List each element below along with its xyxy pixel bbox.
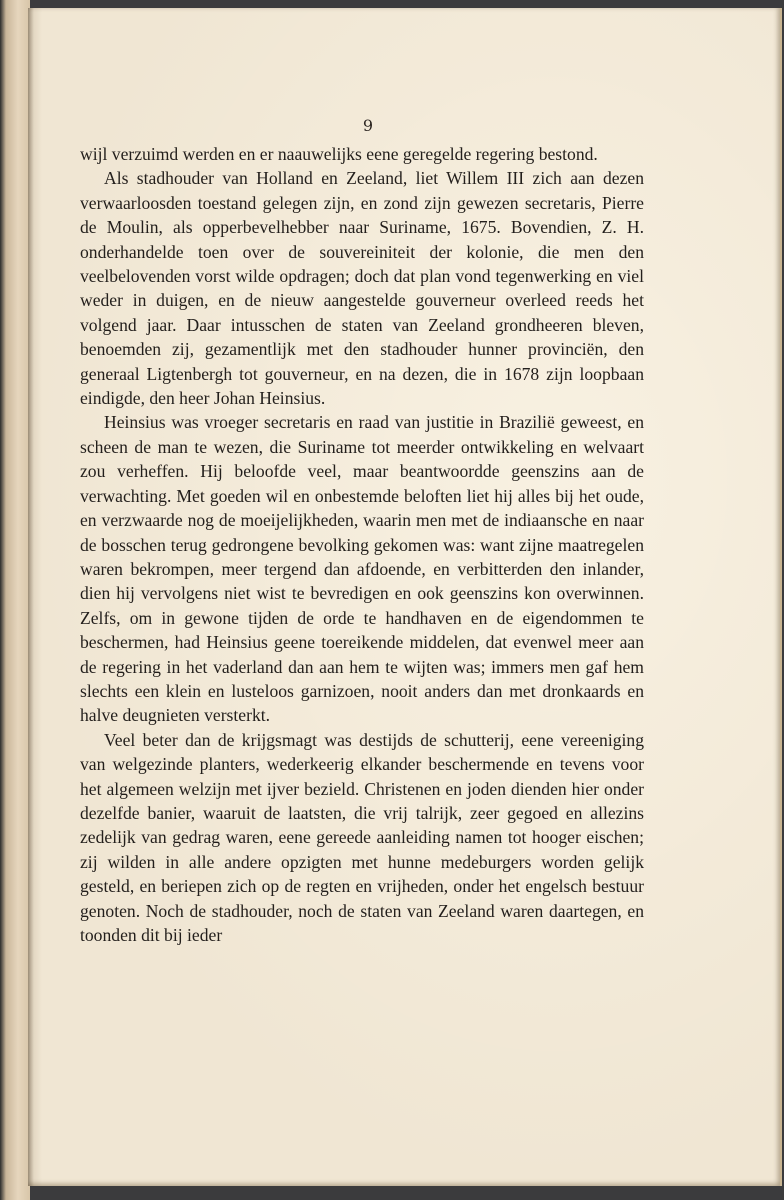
previous-page-edge xyxy=(0,0,30,1200)
paragraph: Als stadhouder van Holland en Zeeland, liet Willem III zich aan dezen verwaarloosden toestand gelegen zijn, en zond zijn gewezen secretaris, Pierre de Moulin, als opperbevelhebber naar Suriname, 1675. Bovendien, Z. H. onderhandelde toen over de souvereiniteit der kolonie, die men den veelbelovenden vorst wilde opdragen; doch dat plan vond tegenwerking en viel weder in duigen, en de nieuw aangestelde gouverneur overleed reeds het volgend jaar. Daar intusschen de staten van Zeeland grondheeren bleven, benoemden zij, gezamentlijk met den stadhouder hunner provinciën, den generaal Ligtenbergh tot gouverneur, en na dezen, die in 1678 zijn loopbaan eindigde, den heer Johan Heinsius. xyxy=(80,168,644,409)
paragraph: Heinsius was vroeger secretaris en raad van justitie in Brazilië geweest, en scheen de man te wezen, die Suriname tot meerder ontwikkeling en welvaart zou verheffen. Hij beloofde veel, maar beantwoordde geenszins aan de verwachting. Met goeden wil en onbestemde beloften liet hij alles bij het oude, en verzwaarde nog de moeijelijkheden, waarin men met de indiaansche en naar de bosschen terug gedrongene bevolking gekomen was: want zijne maatregelen waren bekrompen, meer tergend dan afdoende, en verbitterden den inlander, dien hij vervolgens niet wist te bevredigen en ook geenszins kon overwinnen. Zelfs, om in gewone tijden de orde te handhaven en de eigendommen te beschermen, had Heinsius geene toereikende middelen, dat evenwel meer aan de regering in het vaderland dan aan hem te wijten was; immers men gaf hem slechts een klein en lusteloos garnizoen, nooit anders dan met dronkaards en halve deugnieten versterkt. xyxy=(80,412,644,726)
body-text xyxy=(80,142,644,947)
paragraph: Veel beter dan de krijgsmagt was destijds de schutterij, eene vereeniging van welgezinde planters, wederkeerig elkander beschermende en tevens voor het algemeen welzijn met ijver bezield. Christenen en joden dienden hier onder dezelfde banier, waaruit de laatsten, die vrij talrijk, zeer gegoed en allezins zedelijk van gedrag waren, eene gereede aanleiding namen tot hooger eischen; zij wilden in alle andere opzigten met hunne medeburgers worden gelijk gesteld, en beriepen zich op de regten en vrijheden, onder het engelsch bestuur genoten. Noch de stadhouder, noch de staten van Zeeland waren daartegen, en toonden dit bij ieder xyxy=(80,729,644,945)
spine-shadow xyxy=(28,8,34,1186)
paragraph: wijl verzuimd werden en er naauwelijks eene geregelde regering bestond. xyxy=(80,144,598,164)
page-number: 9 xyxy=(362,116,374,135)
